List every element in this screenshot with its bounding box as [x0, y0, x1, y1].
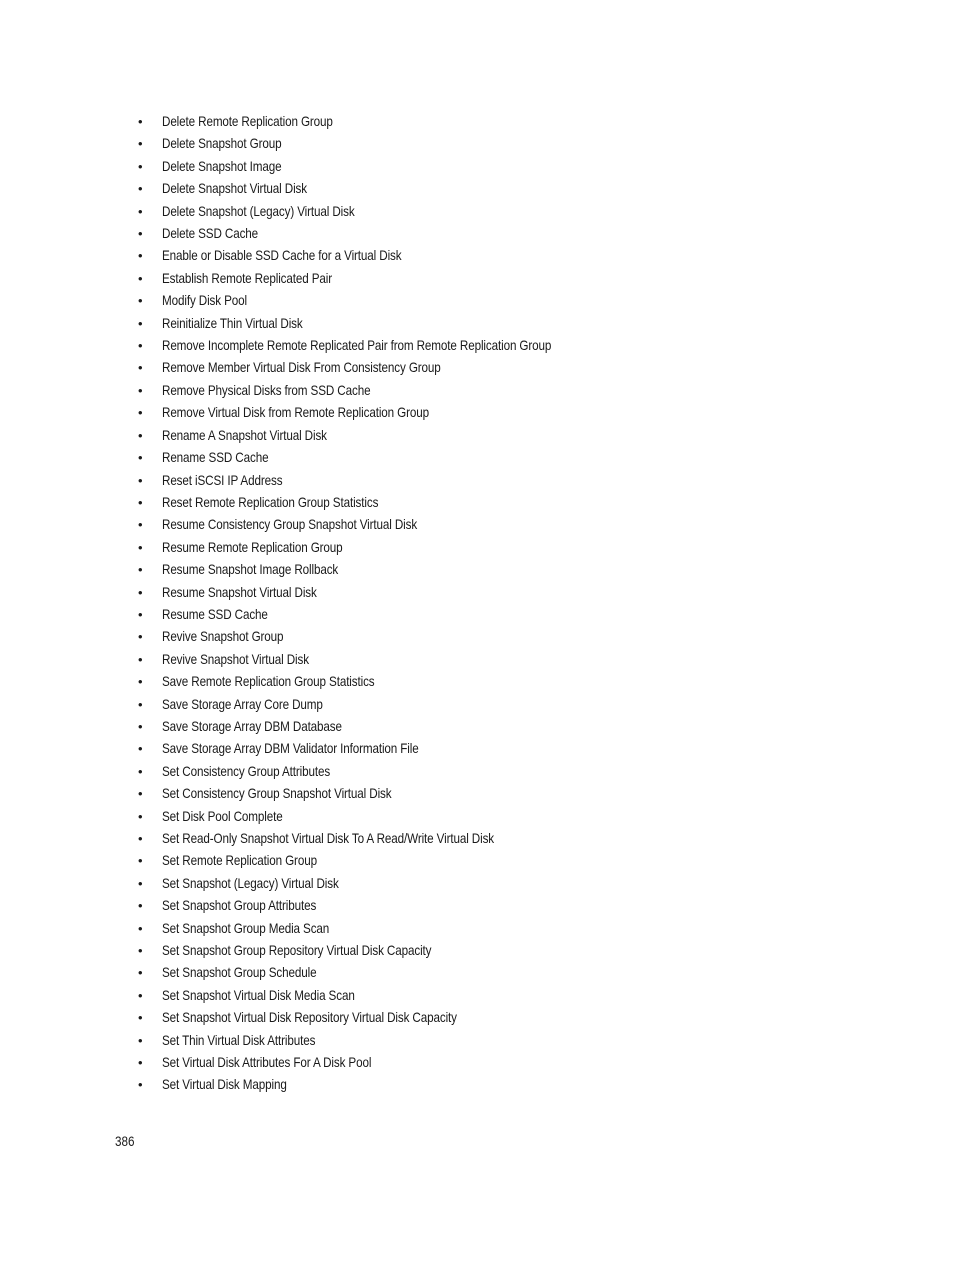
- list-item-text: Enable or Disable SSD Cache for a Virtual Disk: [162, 248, 402, 264]
- list-item: [136, 828, 615, 850]
- list-item: [136, 133, 615, 155]
- list-item-text: Remove Incomplete Remote Replicated Pair from Remote Replication Group: [162, 338, 552, 354]
- list-item-text: Set Snapshot (Legacy) Virtual Disk: [162, 875, 339, 891]
- list-item: [136, 738, 615, 760]
- bullet-icon: •: [138, 629, 143, 645]
- bullet-icon: •: [138, 450, 143, 466]
- list-item-text: Resume Snapshot Virtual Disk: [162, 584, 317, 600]
- list-item: [136, 357, 615, 379]
- list-item: [136, 223, 615, 245]
- bullet-icon: •: [138, 808, 143, 824]
- list-item: [136, 1052, 615, 1074]
- list-item: [136, 268, 615, 290]
- list-item-text: Set Consistency Group Snapshot Virtual Disk: [162, 786, 392, 802]
- list-item: [136, 626, 615, 648]
- bullet-icon: •: [138, 203, 143, 219]
- list-item-text: Delete Snapshot (Legacy) Virtual Disk: [162, 203, 355, 219]
- list-item-text: Resume Consistency Group Snapshot Virtual Disk: [162, 517, 418, 533]
- list-item: [136, 694, 615, 716]
- list-item: [136, 492, 615, 514]
- list-item-text: Resume Snapshot Image Rollback: [162, 562, 339, 578]
- list-item: [136, 425, 615, 447]
- list-item: [136, 918, 615, 940]
- list-item-text: Resume Remote Replication Group: [162, 539, 343, 555]
- list-item-text: Set Consistency Group Attributes: [162, 763, 331, 779]
- list-item-text: Set Remote Replication Group: [162, 853, 317, 869]
- list-item-text: Remove Member Virtual Disk From Consistency Group: [162, 360, 441, 376]
- bullet-icon: •: [138, 562, 143, 578]
- bullet-icon: •: [138, 875, 143, 891]
- list-item: [136, 514, 615, 536]
- bullet-icon: •: [138, 293, 143, 309]
- bullet-icon: •: [138, 987, 143, 1003]
- list-item: [136, 537, 615, 559]
- list-item-text: Set Disk Pool Complete: [162, 808, 283, 824]
- list-item: [136, 806, 615, 828]
- list-item: [136, 761, 615, 783]
- list-item-text: Save Storage Array DBM Validator Information File: [162, 741, 419, 757]
- bullet-icon: •: [138, 898, 143, 914]
- bullet-icon: •: [138, 718, 143, 734]
- list-item: [136, 962, 615, 984]
- list-item: [136, 111, 615, 133]
- list-item: [136, 850, 615, 872]
- bullet-icon: •: [138, 136, 143, 152]
- list-item-text: Reset Remote Replication Group Statistics: [162, 494, 379, 510]
- list-item: [136, 1030, 615, 1052]
- bullet-icon: •: [138, 494, 143, 510]
- list-item: [136, 671, 615, 693]
- list-item: [136, 470, 615, 492]
- list-item-text: Save Storage Array Core Dump: [162, 696, 323, 712]
- list-item: [136, 582, 615, 604]
- list-item-text: Revive Snapshot Virtual Disk: [162, 651, 309, 667]
- bullet-icon: •: [138, 114, 143, 129]
- list-item: [136, 335, 615, 357]
- bullet-icon: •: [138, 696, 143, 712]
- bullet-icon: •: [138, 539, 143, 555]
- bullet-icon: •: [138, 943, 143, 959]
- list-item: [136, 156, 615, 178]
- bullet-icon: •: [138, 181, 143, 197]
- list-item-text: Delete Snapshot Virtual Disk: [162, 181, 307, 197]
- list-item: [136, 313, 615, 335]
- list-item: [136, 716, 615, 738]
- list-item-text: Set Virtual Disk Mapping: [162, 1077, 287, 1093]
- bullet-icon: •: [138, 651, 143, 667]
- bullet-icon: •: [138, 674, 143, 690]
- list-item: [136, 380, 615, 402]
- bullet-icon: •: [138, 763, 143, 779]
- bullet-icon: •: [138, 853, 143, 869]
- list-item-text: Remove Virtual Disk from Remote Replication Group: [162, 405, 430, 421]
- bullet-icon: •: [138, 965, 143, 981]
- list-item: [136, 559, 615, 581]
- list-item-text: Set Snapshot Group Repository Virtual Disk Capacity: [162, 943, 432, 959]
- list-item: [136, 201, 615, 223]
- list-item-text: Set Snapshot Group Schedule: [162, 965, 317, 981]
- list-item: [136, 985, 615, 1007]
- bullet-icon: •: [138, 472, 143, 488]
- bullet-icon: •: [138, 248, 143, 264]
- bullet-icon: •: [138, 606, 143, 622]
- list-item-text: Delete Remote Replication Group: [162, 114, 333, 129]
- list-item-text: Set Virtual Disk Attributes For A Disk Pool: [162, 1055, 372, 1071]
- list-item: [136, 245, 615, 267]
- list-item-text: Establish Remote Replicated Pair: [162, 270, 333, 286]
- list-item-text: Set Snapshot Group Attributes: [162, 898, 317, 914]
- list-item-text: Reset iSCSI IP Address: [162, 472, 283, 488]
- list-item-text: Save Storage Array DBM Database: [162, 718, 342, 734]
- list-item: [136, 649, 615, 671]
- list-item-text: Save Remote Replication Group Statistics: [162, 674, 375, 690]
- list-item: [136, 178, 615, 200]
- list-item-text: Set Thin Virtual Disk Attributes: [162, 1032, 316, 1048]
- bullet-icon: •: [138, 1010, 143, 1026]
- bullet-icon: •: [138, 1055, 143, 1071]
- list-item: [136, 895, 615, 917]
- bullet-icon: •: [138, 741, 143, 757]
- list-item: [136, 402, 615, 424]
- list-item-text: Set Snapshot Virtual Disk Media Scan: [162, 987, 355, 1003]
- bullet-icon: •: [138, 158, 143, 174]
- bullet-icon: •: [138, 517, 143, 533]
- page-number: 386: [115, 1134, 135, 1149]
- bullet-icon: •: [138, 786, 143, 802]
- list-item-text: Delete SSD Cache: [162, 226, 259, 242]
- bullet-icon: •: [138, 584, 143, 600]
- list-item-text: Set Snapshot Group Media Scan: [162, 920, 330, 936]
- list-item: [136, 290, 615, 312]
- bullet-icon: •: [138, 360, 143, 376]
- list-item: [136, 783, 615, 805]
- list-item: [136, 873, 615, 895]
- list-item-text: Set Read-Only Snapshot Virtual Disk To A Read/Write Virtual Disk: [162, 831, 495, 846]
- list-item: [136, 447, 615, 469]
- command-list: [136, 111, 615, 1097]
- list-item: [136, 1007, 615, 1029]
- bullet-icon: •: [138, 226, 143, 242]
- list-item-text: Delete Snapshot Group: [162, 136, 282, 152]
- list-item: [136, 604, 615, 626]
- list-item-text: Delete Snapshot Image: [162, 158, 282, 174]
- bullet-icon: •: [138, 831, 143, 846]
- list-item-text: Remove Physical Disks from SSD Cache: [162, 382, 371, 398]
- list-item-text: Resume SSD Cache: [162, 606, 268, 622]
- list-item: [136, 940, 615, 962]
- bullet-icon: •: [138, 382, 143, 398]
- bullet-icon: •: [138, 338, 143, 354]
- bullet-icon: •: [138, 315, 143, 331]
- bullet-icon: •: [138, 1077, 143, 1093]
- bullet-icon: •: [138, 427, 143, 443]
- list-item-text: Reinitialize Thin Virtual Disk: [162, 315, 303, 331]
- bullet-icon: •: [138, 405, 143, 421]
- list-item-text: Set Snapshot Virtual Disk Repository Virtual Disk Capacity: [162, 1010, 457, 1026]
- bullet-icon: •: [138, 1032, 143, 1048]
- bullet-icon: •: [138, 270, 143, 286]
- list-item-text: Modify Disk Pool: [162, 293, 248, 309]
- bullet-icon: •: [138, 920, 143, 936]
- list-item: [136, 1074, 615, 1096]
- list-item-text: Revive Snapshot Group: [162, 629, 284, 645]
- list-item-text: Rename A Snapshot Virtual Disk: [162, 427, 327, 443]
- list-item-text: Rename SSD Cache: [162, 450, 269, 466]
